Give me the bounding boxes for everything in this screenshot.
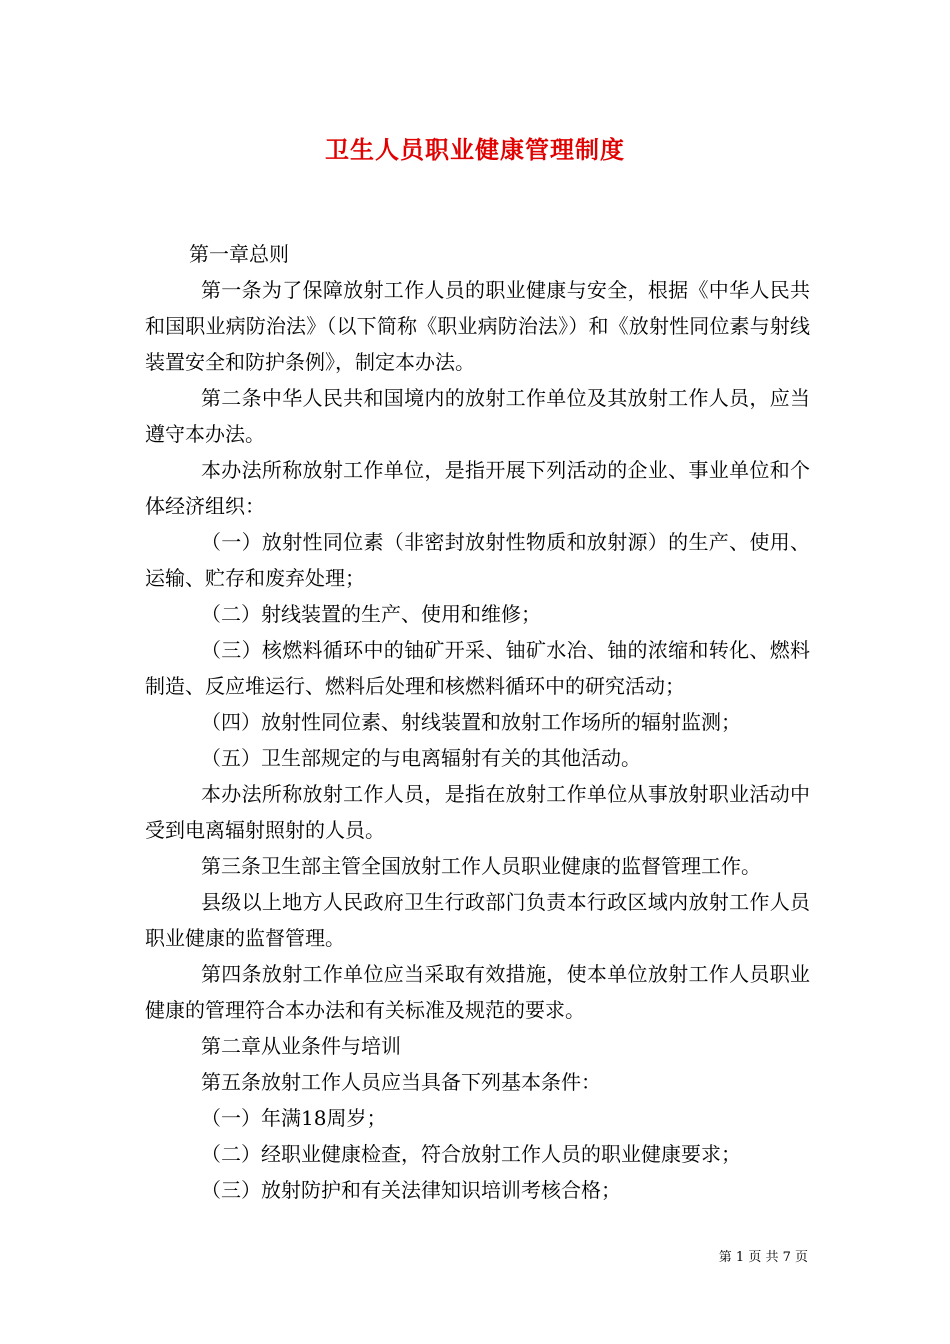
- paragraph: 本办法所称放射工作单位，是指开展下列活动的企业、事业单位和个体经济组织：: [145, 458, 810, 518]
- paragraph: 本办法所称放射工作人员，是指在放射工作单位从事放射职业活动中受到电离辐射照射的人员。: [145, 782, 810, 842]
- document-title: 卫生人员职业健康管理制度: [325, 135, 625, 164]
- paragraph: （五）卫生部规定的与电离辐射有关的其他活动。: [201, 746, 641, 770]
- paragraph: （二）经职业健康检查，符合放射工作人员的职业健康要求；: [201, 1142, 741, 1166]
- paragraph: 第二条中华人民共和国境内的放射工作单位及其放射工作人员，应当遵守本办法。: [145, 386, 810, 446]
- paragraph: 第三条卫生部主管全国放射工作人员职业健康的监督管理工作。: [201, 854, 761, 878]
- page-number-footer: 第 1 页 共 7 页: [718, 1250, 808, 1265]
- document-body: [145, 236, 810, 1208]
- chapter-heading: 第一章总则: [189, 242, 289, 266]
- paragraph: 第四条放射工作单位应当采取有效措施，使本单位放射工作人员职业健康的管理符合本办法和有关标准及规范的要求。: [145, 962, 810, 1022]
- paragraph: （二）射线装置的生产、使用和维修；: [201, 602, 541, 626]
- paragraph: （一）年满18周岁；: [201, 1106, 387, 1130]
- paragraph: 第五条放射工作人员应当具备下列基本条件：: [201, 1070, 601, 1094]
- paragraph: （三）放射防护和有关法律知识培训考核合格；: [201, 1178, 621, 1202]
- chapter-heading: 第二章从业条件与培训: [201, 1034, 401, 1058]
- paragraph: （一）放射性同位素（非密封放射性物质和放射源）的生产、使用、运输、贮存和废弃处理；: [145, 530, 810, 590]
- paragraph: （四）放射性同位素、射线装置和放射工作场所的辐射监测；: [201, 710, 741, 734]
- paragraph: 县级以上地方人民政府卫生行政部门负责本行政区域内放射工作人员职业健康的监督管理。: [145, 890, 810, 950]
- paragraph: （三）核燃料循环中的铀矿开采、铀矿水冶、铀的浓缩和转化、燃料制造、反应堆运行、燃料后处理和核燃料循环中的研究活动；: [145, 638, 810, 698]
- paragraph: 第一条为了保障放射工作人员的职业健康与安全，根据《中华人民共和国职业病防治法》（以下简称《职业病防治法》）和《放射性同位素与射线装置安全和防护条例》，制定本办法。: [145, 278, 810, 374]
